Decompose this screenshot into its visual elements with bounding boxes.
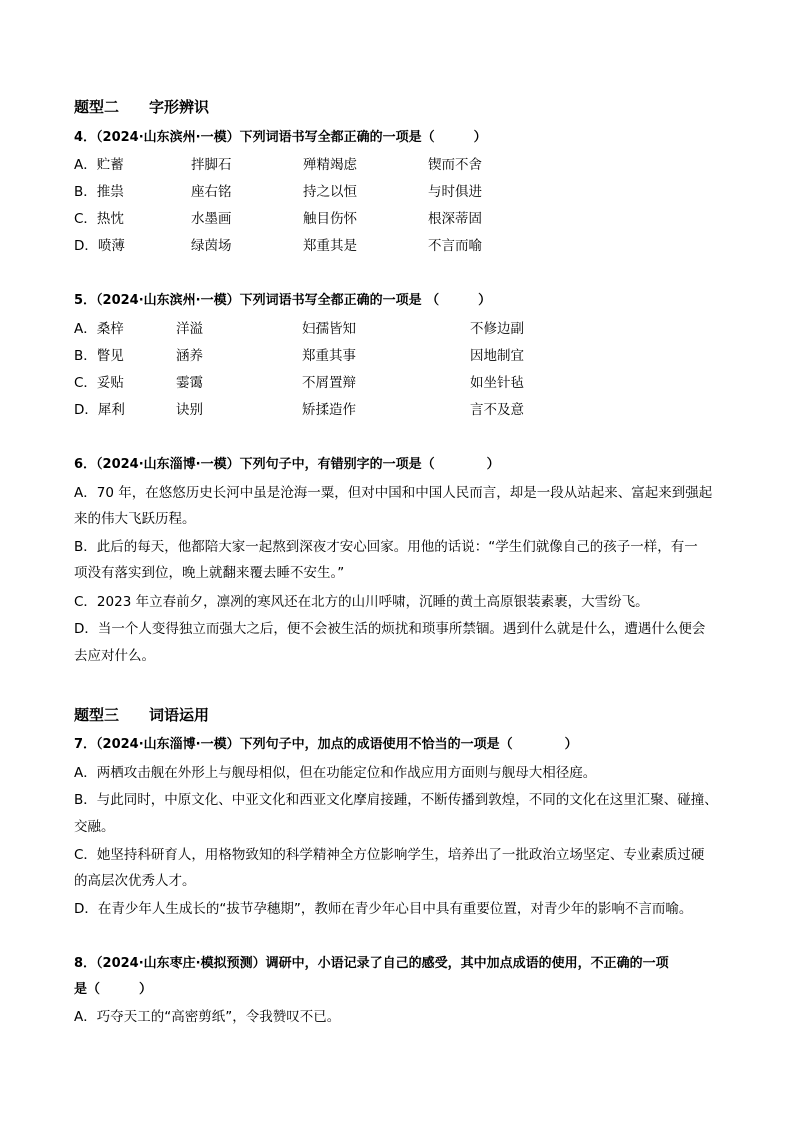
q5-d-4: 言不及意 [470,402,524,418]
section-title-3: 题型三 词语运用 [74,706,210,724]
q5-a-4: 不修边副 [470,321,524,337]
q5-c-3: 不屑置辩 [302,375,356,391]
q6-line-2: 来的伟大飞跃历程。 [74,511,196,527]
q6-line-3: B．此后的每天，他都陪大家一起熬到深夜才安心回家。用他的话说：“学生们就像自己的孩子一样，有一 [74,539,698,555]
q4-a-3: 殚精竭虑 [303,157,357,173]
q8-line-1: A．巧夺天工的“高密剪纸”，令我赞叹不已。 [74,1009,341,1025]
q5-b-3: 郑重其事 [302,348,356,364]
q4-b-4: 与时俱进 [428,184,482,200]
q5-b-1: B．瞥见 [74,348,124,364]
q4-c-1: C．热忱 [74,211,124,227]
question-8-stem-line-2: 是（ ） [74,982,153,997]
q4-d-4: 不言而喻 [428,238,482,254]
q5-a-3: 妇孺皆知 [302,321,356,337]
q7-line-3: 交融。 [74,819,115,835]
q4-d-2: 绿茵场 [191,238,232,254]
q5-b-2: 涵养 [176,348,203,364]
q5-d-2: 诀别 [176,402,203,418]
q4-d-1: D．喷薄 [74,238,125,254]
q4-c-2: 水墨画 [191,211,232,227]
q5-a-1: A．桑梓 [74,321,124,337]
q7-line-5: 的高层次优秀人才。 [74,873,196,889]
q4-d-3: 郑重其是 [303,238,357,254]
q4-b-3: 持之以恒 [303,184,357,200]
q4-a-4: 锲而不舍 [428,157,482,173]
question-4-stem: 4．（2024·山东滨州·一模）下列词语书写全都正确的一项是（ ） [74,130,487,145]
q5-c-4: 如坐针毡 [470,375,524,391]
q5-c-2: 霎霭 [176,375,203,391]
q6-line-6: D．当一个人变得独立而强大之后，便不会被生活的烦扰和琐事所禁锢。遇到什么就是什么，遭遇什么便会 [74,621,706,637]
q4-c-4: 根深蒂固 [428,211,482,227]
q5-d-3: 矫揉造作 [302,402,356,418]
q4-a-2: 拌脚石 [191,157,232,173]
q4-b-1: B．推祟 [74,184,124,200]
question-5-stem: 5．（2024·山东滨州·一模）下列词语书写全都正确的一项是 （ ） [74,293,492,308]
q5-d-1: D．犀利 [74,402,125,418]
q4-b-2: 座右铭 [191,184,232,200]
q7-line-6: D．在青少年人生成长的“拔节孕穗期”，教师在青少年心目中具有重要位置，对青少年的影响不言而喻。 [74,901,693,917]
q6-line-5: C．2023 年立春前夕，凛冽的寒风还在北方的山川呼啸，沉睡的黄土高原银装素裹，大雪纷飞。 [74,594,649,610]
question-6-stem: 6．（2024·山东淄博·一模）下列句子中，有错别字的一项是（ ） [74,457,500,472]
section-title-2: 题型二 字形辨识 [74,98,210,116]
question-7-stem: 7．（2024·山东淄博·一模）下列句子中，加点的成语使用不恰当的一项是（ ） [74,737,578,752]
q5-c-1: C．妥贴 [74,375,124,391]
q4-a-1: A．贮蓄 [74,157,124,173]
q7-line-2: B．与此同时，中原文化、中亚文化和西亚文化摩肩接踵，不断传播到敦煌，不同的文化在这里汇聚、碰撞、 [74,792,718,808]
q7-line-1: A．两栖攻击舰在外形上与舰母相似，但在功能定位和作战应用方面则与舰母大相径庭。 [74,765,597,781]
question-8-stem-line-1: 8．（2024·山东枣庄·模拟预测）调研中，小语记录了自己的感受，其中加点成语的使用，不正确的一项 [74,956,669,971]
q6-line-1: A．70 年，在悠悠历史长河中虽是沧海一粟，但对中国和中国人民而言，却是一段从站起来、富起来到强起 [74,485,713,501]
q7-line-4: C．她坚持科研育人，用格物致知的科学精神全方位影响学生，培养出了一批政治立场坚定、专业素质过硬 [74,847,705,863]
q6-line-4: 项没有落实到位，晚上就翻来覆去睡不安生。” [74,565,345,581]
q5-a-2: 洋溢 [176,321,203,337]
q6-line-7: 去应对什么。 [74,648,155,664]
q5-b-4: 因地制宜 [470,348,524,364]
q4-c-3: 触目伤怀 [303,211,357,227]
